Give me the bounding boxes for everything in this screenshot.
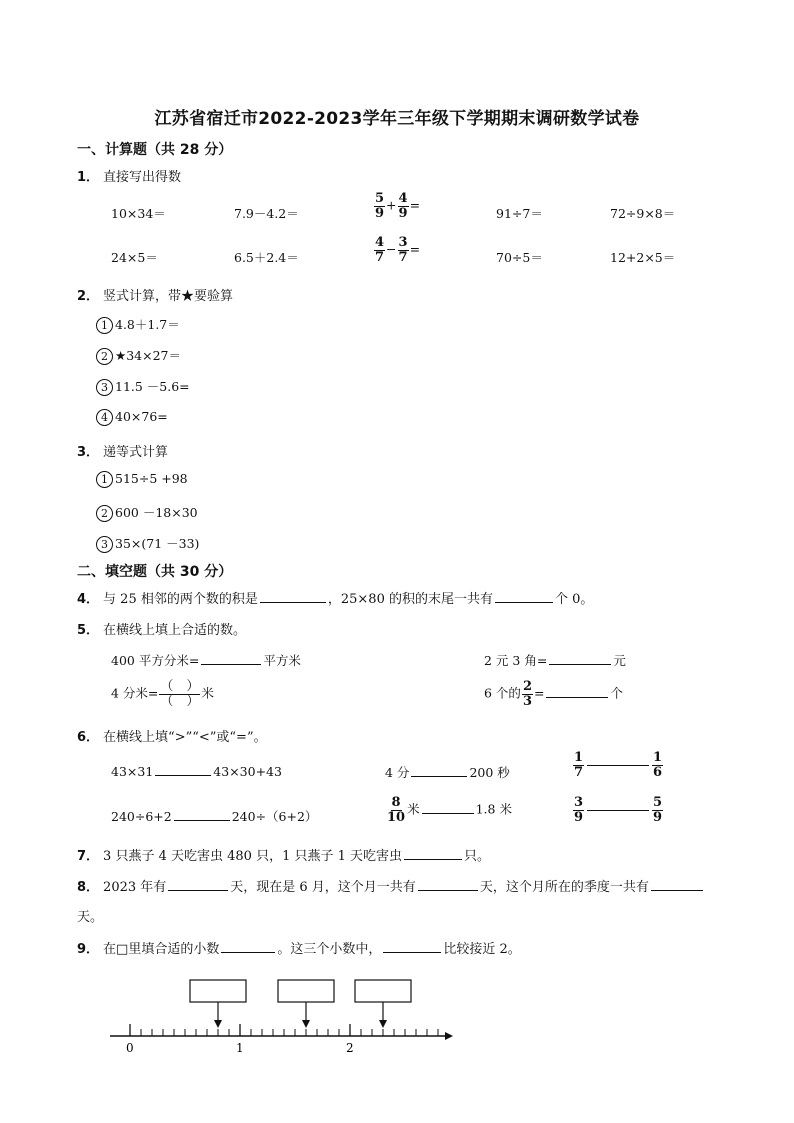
numerator: 8: [391, 795, 401, 810]
answer-blank[interactable]: [383, 940, 441, 953]
answer-blank[interactable]: [495, 590, 553, 603]
numerator: 3: [398, 235, 408, 250]
question-number: 5．: [77, 623, 100, 638]
item-text: 4 分: [385, 765, 410, 780]
question-2: [77, 285, 233, 304]
circled-number: 3: [96, 379, 113, 396]
page-title: 江苏省宿迁市2022-2023学年三年级下学期期末调研数学试卷: [154, 109, 640, 129]
number-line-ticks: [130, 1024, 438, 1036]
operator: −: [386, 241, 397, 257]
pointer-arrow-head: [379, 1020, 387, 1028]
circled-number: 2: [96, 505, 113, 522]
q5-item: [111, 680, 214, 708]
item-text: 4.8＋1.7＝: [115, 317, 180, 332]
answer-box[interactable]: [355, 980, 411, 1002]
q6-item: [572, 796, 664, 824]
item-text: 35×(71 －33): [115, 536, 200, 551]
item-text: 200 秒: [469, 765, 510, 780]
question-number: 4．: [77, 592, 100, 607]
q1-item: 10×34＝: [111, 206, 166, 221]
question-6: [77, 726, 267, 745]
question-text: 。这三个小数中，: [277, 942, 382, 957]
q1-item: 70÷5＝: [496, 250, 543, 265]
answer-blank[interactable]: [221, 940, 275, 953]
question-text: 竖式计算，带★要验算: [103, 289, 234, 304]
question-text: 比较接近 2。: [443, 942, 521, 957]
item-text: 2 元 3 角=: [484, 653, 548, 668]
q3-item: [96, 471, 188, 488]
numerator: 1: [574, 750, 584, 765]
item-text: 515÷5 +98: [115, 471, 188, 486]
item-text: 40×76=: [115, 409, 168, 424]
question-5: [77, 619, 246, 638]
q5-item: [111, 651, 301, 669]
answer-blank[interactable]: [418, 878, 478, 891]
axis-label-0: 0: [126, 1041, 134, 1055]
question-number: 6．: [77, 730, 100, 745]
denominator: 7: [574, 764, 584, 780]
axis-label-2: 2: [346, 1041, 354, 1055]
q1-item: 6.5＋2.4＝: [234, 250, 299, 265]
q5-item: [484, 651, 626, 669]
equals: =: [409, 241, 421, 257]
q1-item: 91÷7＝: [496, 206, 543, 221]
question-number: 7．: [77, 849, 100, 864]
numerator: 1: [653, 750, 663, 765]
numerator: 3: [574, 795, 584, 810]
answer-blank[interactable]: [546, 685, 608, 698]
denominator: 10: [387, 809, 406, 825]
question-9: [77, 938, 521, 957]
circled-number: 4: [96, 409, 113, 426]
item-text: 米: [201, 685, 214, 701]
question-number: 9．: [77, 942, 100, 957]
circled-number: 1: [96, 471, 113, 488]
answer-box[interactable]: [278, 980, 334, 1002]
question-text: 2023 年有: [103, 880, 167, 895]
answer-blank[interactable]: [201, 652, 261, 665]
question-text: 直接写出得数: [103, 170, 182, 185]
item-text: 43×31: [111, 764, 154, 779]
item-text: 11.5 －5.6=: [115, 379, 190, 394]
axis-label-1: 1: [236, 1041, 244, 1055]
question-text: 在横线上填上合适的数。: [103, 623, 247, 638]
answer-blank[interactable]: [651, 878, 703, 891]
axis-arrowhead: [445, 1032, 453, 1040]
numerator: 2: [522, 679, 532, 694]
denominator: 6: [653, 764, 663, 780]
item-text: 米: [407, 801, 420, 817]
q6-item: [111, 763, 282, 779]
item-text: 600 －18×30: [115, 505, 198, 520]
denominator: 9: [653, 809, 663, 825]
q1-item: 7.9－4.2＝: [234, 206, 299, 221]
denominator: 9: [398, 205, 408, 221]
answer-blank[interactable]: [260, 590, 326, 603]
q2-item: [96, 377, 190, 396]
q3-item: [96, 534, 199, 553]
question-text: 3 只燕子 4 天吃害虫 480 只，1 只燕子 1 天吃害虫: [103, 849, 403, 864]
question-number: 3．: [77, 445, 100, 460]
answer-boxes: [190, 980, 411, 1028]
number-line-figure: [100, 968, 460, 1058]
item-text: 1.8 米: [475, 801, 512, 817]
question-number: 2．: [77, 289, 100, 304]
question-text: ，25×80 的积的末尾一共有: [327, 592, 493, 607]
question-text: 与 25 相邻的两个数的积是: [103, 592, 258, 607]
answer-blank[interactable]: [174, 808, 230, 821]
q1-item: 12+2×5＝: [610, 250, 676, 265]
denominator: 7: [375, 249, 385, 265]
numerator: 5: [653, 795, 663, 810]
item-text: 240÷（6+2）: [231, 809, 318, 824]
question-8-continued: 天。: [77, 910, 104, 925]
section-2-title: 二、填空题（共 30 分）: [77, 564, 233, 580]
item-text: 个: [610, 685, 623, 701]
equals: =: [533, 685, 545, 701]
answer-box[interactable]: [190, 980, 246, 1002]
pointer-arrow-head: [302, 1020, 310, 1028]
item-text: 6 个的: [484, 685, 521, 701]
question-text: 个 0。: [554, 592, 594, 607]
q6-item: [385, 796, 512, 824]
q3-item: [96, 503, 198, 522]
q2-item: [96, 315, 180, 334]
item-text: 元: [613, 653, 626, 668]
question-7: [77, 845, 490, 864]
q1-fraction-item: [373, 192, 420, 220]
question-text: 在□里填合适的小数: [103, 942, 220, 957]
q5-item: [484, 680, 623, 708]
numerator-blank[interactable]: （ ）: [160, 679, 200, 694]
question-4: [77, 588, 593, 607]
q6-item: [572, 751, 664, 779]
equals: =: [409, 197, 421, 213]
item-text: 400 平方分米=: [111, 653, 200, 668]
q1-item: 72÷9×8＝: [610, 206, 676, 221]
denominator: 9: [574, 809, 584, 825]
answer-blank[interactable]: [587, 764, 649, 766]
question-3: [77, 441, 168, 460]
answer-blank[interactable]: [404, 847, 462, 860]
item-text: 240÷6+2: [111, 809, 172, 824]
question-1: [77, 166, 181, 185]
denominator: 9: [375, 205, 385, 221]
q6-item: [111, 807, 317, 825]
question-number: 1．: [77, 170, 100, 185]
numerator: 4: [398, 191, 408, 206]
q2-item: [96, 346, 181, 365]
question-number: 8．: [77, 880, 100, 895]
item-text: ★34×27＝: [115, 348, 181, 363]
question-text: 递等式计算: [103, 445, 169, 460]
section-1-title: 一、计算题（共 28 分）: [77, 142, 233, 158]
q1-fraction-item: [373, 236, 420, 264]
answer-blank[interactable]: [168, 878, 228, 891]
answer-blank[interactable]: [587, 809, 649, 811]
numerator: 4: [375, 235, 385, 250]
circled-number: 3: [96, 536, 113, 553]
denominator: 3: [522, 693, 532, 709]
answer-blank[interactable]: [422, 801, 474, 814]
item-text: 平方米: [263, 653, 301, 668]
answer-blank[interactable]: [411, 764, 467, 777]
denominator-blank[interactable]: （ ）: [160, 693, 200, 709]
question-8: [77, 876, 705, 895]
numerator: 5: [375, 191, 385, 206]
question-text: 天，现在是 6 月，这个月一共有: [230, 880, 416, 895]
q1-item: 24×5＝: [111, 250, 158, 265]
circled-number: 1: [96, 317, 113, 334]
operator: +: [386, 197, 397, 213]
question-text: 天，这个月所在的季度一共有: [479, 880, 649, 895]
pointer-arrow-head: [214, 1020, 222, 1028]
question-text: 只。: [464, 849, 491, 864]
answer-blank[interactable]: [549, 652, 611, 665]
question-text: 在横线上填“>”“<”或“=”。: [103, 730, 267, 745]
circled-number: 2: [96, 348, 113, 365]
denominator: 7: [398, 249, 408, 265]
q2-item: [96, 409, 168, 426]
q6-item: [385, 763, 510, 781]
item-text: 43×30+43: [213, 764, 282, 779]
item-text: 4 分米=: [111, 685, 159, 701]
answer-blank[interactable]: [155, 763, 211, 776]
